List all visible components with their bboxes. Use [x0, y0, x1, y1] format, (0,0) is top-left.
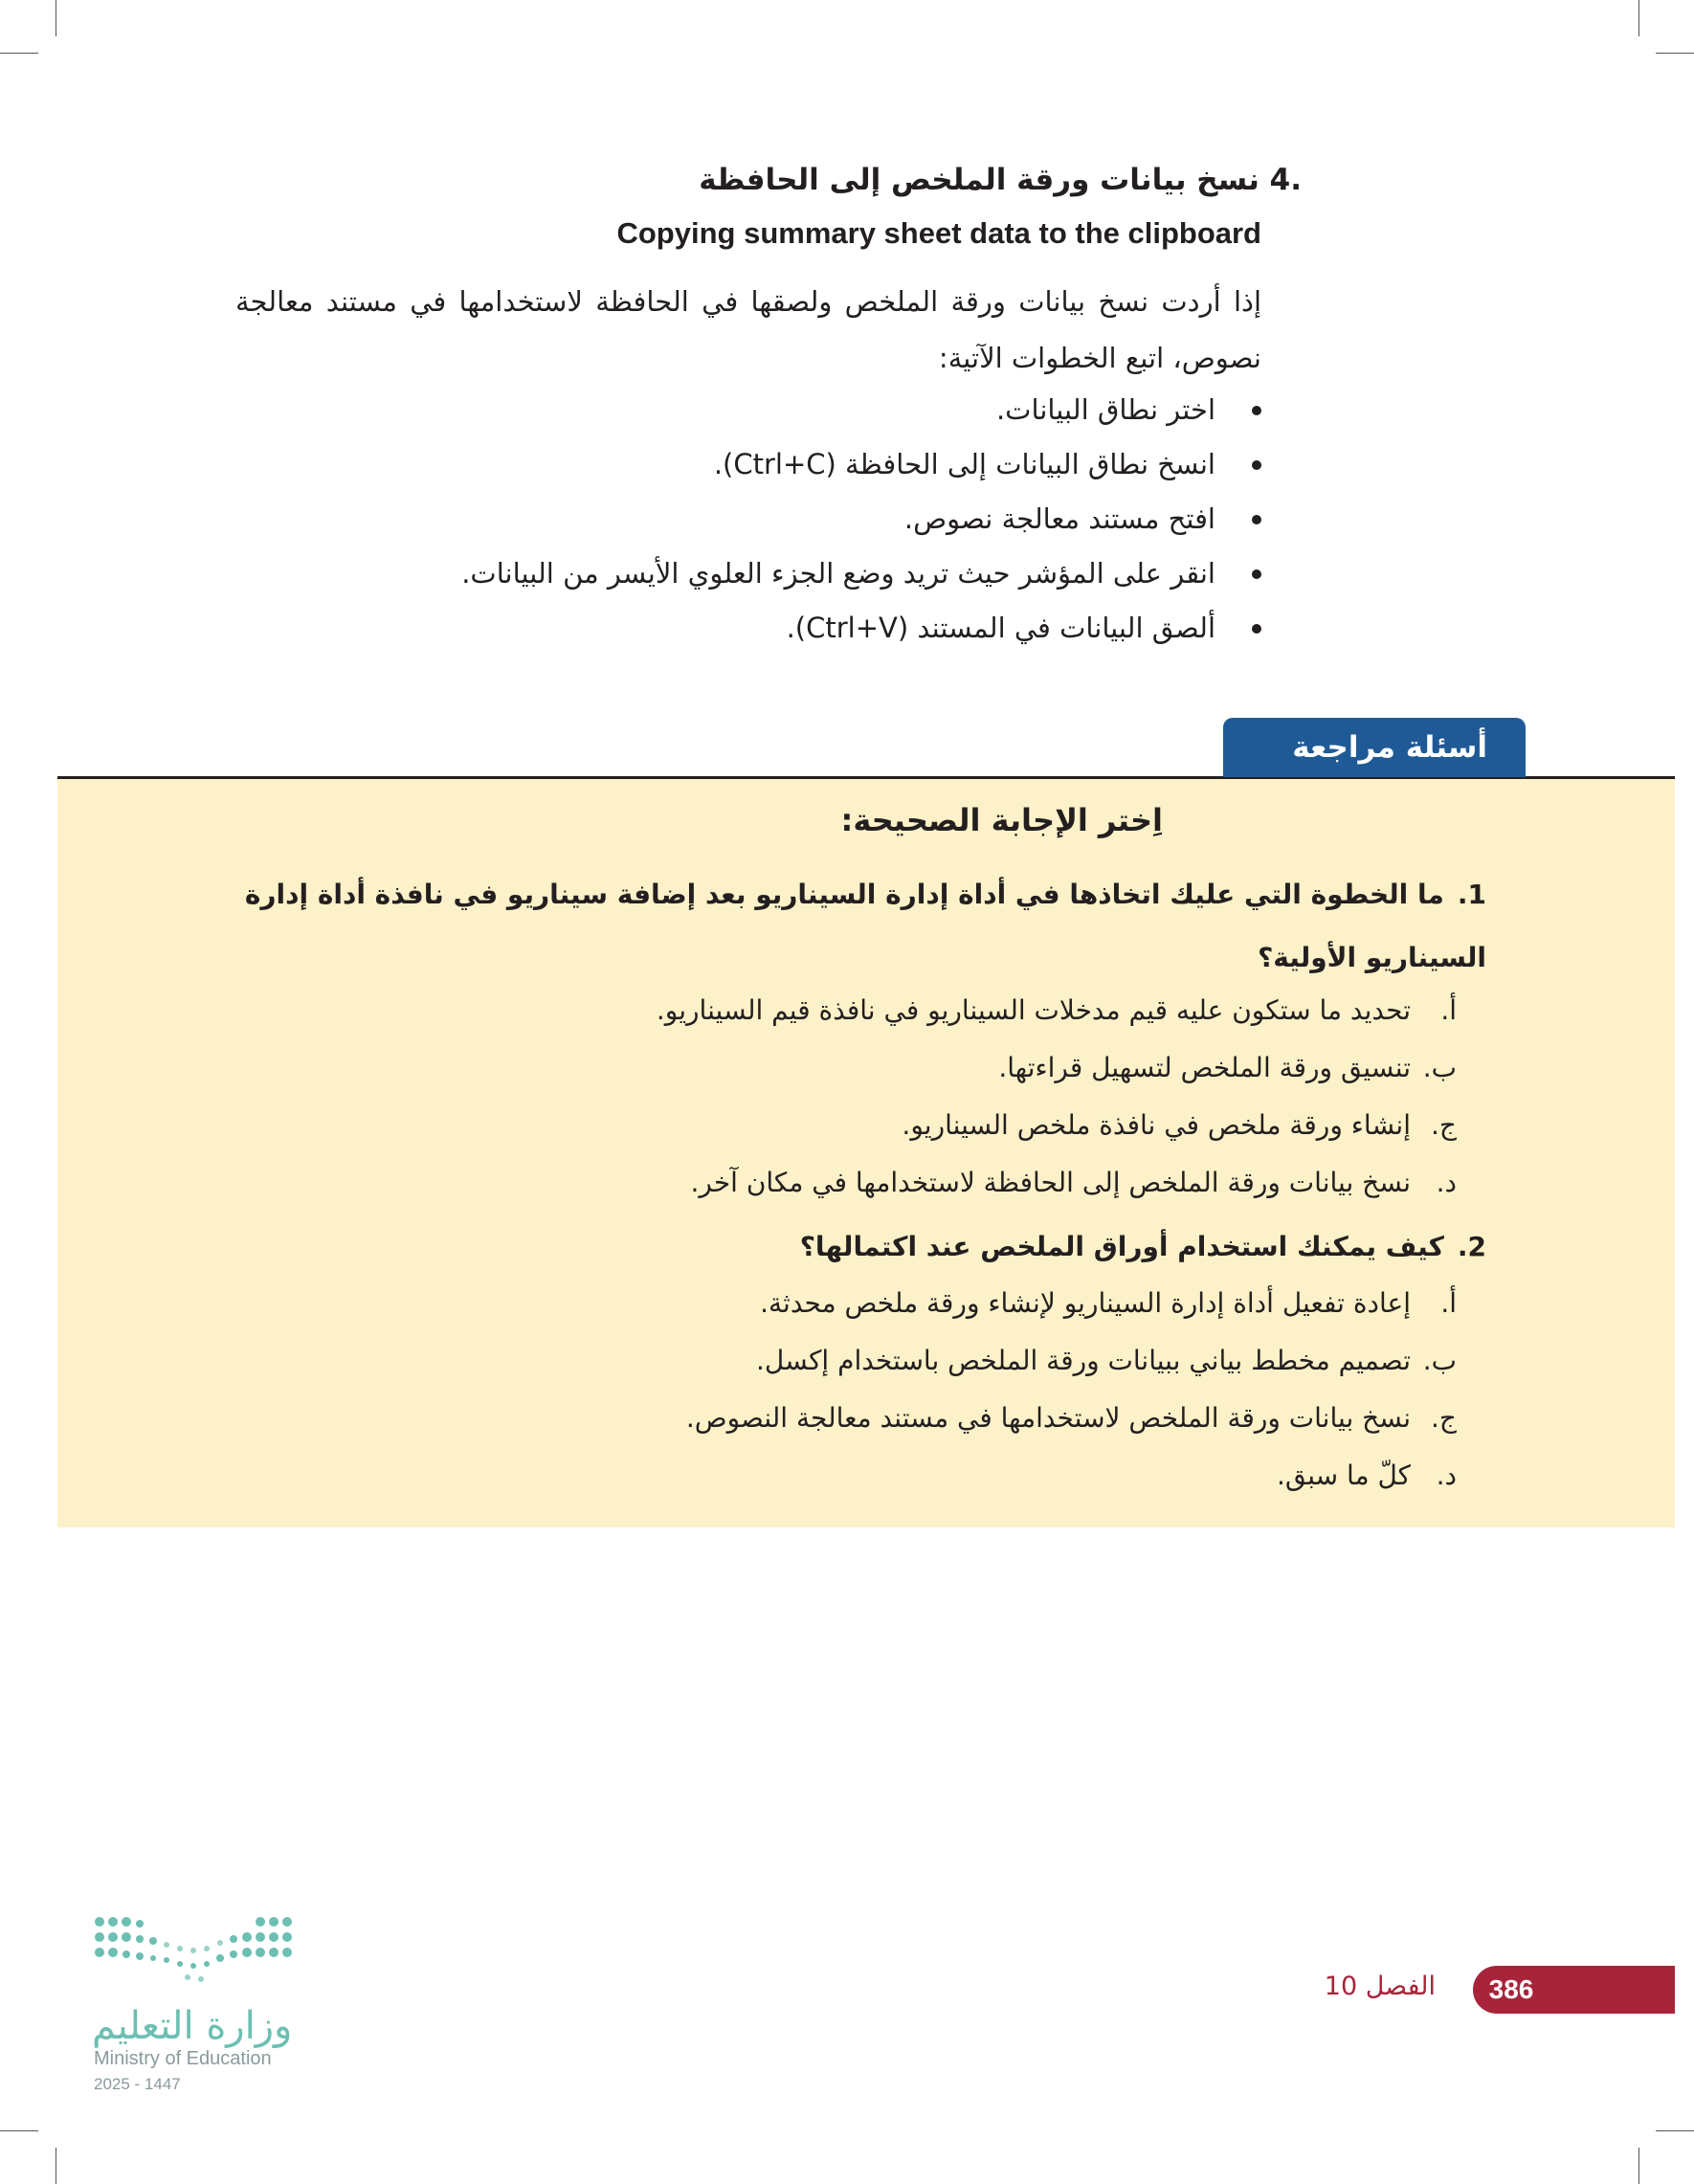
question-1 [222, 863, 1486, 990]
option[interactable]: أ.تحديد ما ستكون عليه قيم مدخلات السيناريو في نافذة قيم السيناريو. [656, 994, 1457, 1026]
section-title-text: نسخ بيانات ورقة الملخص إلى الحافظة [699, 163, 1259, 197]
section-title [699, 163, 1302, 197]
bullet-icon [1252, 515, 1261, 524]
question-number: 1. [1457, 879, 1486, 910]
logo-arabic-text: وزارة التعليم [92, 2004, 293, 2048]
crop-mark [1656, 53, 1694, 54]
question-number: 2. [1457, 1231, 1486, 1262]
bullet-icon [1252, 460, 1261, 470]
option[interactable]: ب.تنسيق ورقة الملخص لتسهيل قراءتها. [998, 1052, 1457, 1083]
question-text: ما الخطوة التي عليك اتخاذها في أداة إدارة السيناريو بعد إضافة سيناريو في نافذة أداة إدارة السيناريو الأولية؟ [244, 879, 1486, 973]
list-item: اختر نطاق البيانات. [461, 383, 1261, 437]
question-text: كيف يمكنك استخدام أوراق الملخص عند اكتمالها؟ [799, 1231, 1444, 1262]
section-intro-paragraph: إذا أردت نسخ بيانات ورقة الملخص ولصقها في الحافظة لاستخدامها في مستند معالجة نصوص، اتبع الخطوات الآتية: [235, 285, 1261, 374]
review-instruction: اِختر الإجابة الصحيحة: [840, 802, 1163, 838]
section-subtitle-english: Copying summary sheet data to the clipboard [616, 216, 1261, 250]
list-item: انقر على المؤشر حيث تريد وضع الجزء العلوي الأيسر من البيانات. [461, 546, 1261, 601]
list-item: ألصق البيانات في المستند (Ctrl+V). [461, 601, 1261, 656]
crop-mark [1656, 2130, 1694, 2131]
steps-list [461, 383, 1261, 656]
section-number: 4. [1269, 163, 1302, 197]
option[interactable]: أ.إعادة تفعيل أداة إدارة السيناريو لإنشاء ورقة ملخص محدثة. [760, 1287, 1457, 1319]
option[interactable]: د.كلّ ما سبق. [1276, 1460, 1457, 1491]
ministry-logo-icon [92, 1914, 302, 1998]
option[interactable]: ج.إنشاء ورقة ملخص في نافذة ملخص السيناريو. [902, 1109, 1457, 1141]
list-item: افتح مستند معالجة نصوص. [461, 492, 1261, 546]
option[interactable]: ب.تصميم مخطط بياني ببيانات ورقة الملخص باستخدام إكسل. [756, 1345, 1457, 1376]
chapter-label: الفصل 10 [1324, 1972, 1436, 2001]
logo-english-text: Ministry of Education [94, 2048, 272, 2069]
page-number: 386 [1488, 1974, 1534, 2004]
crop-mark [1638, 0, 1639, 36]
option[interactable]: د.نسخ بيانات ورقة الملخص إلى الحافظة لاستخدامها في مكان آخر. [690, 1167, 1457, 1198]
question-2 [222, 1215, 1486, 1279]
logo-year-text: 2025 - 1447 [94, 2075, 181, 2093]
bullet-icon [1252, 624, 1261, 634]
crop-mark [1638, 2148, 1639, 2184]
bullet-icon [1252, 569, 1261, 579]
bullet-icon [1252, 406, 1261, 415]
crop-mark [0, 53, 38, 54]
crop-mark [0, 2130, 38, 2131]
review-header: أسئلة مراجعة [1223, 718, 1526, 777]
option[interactable]: ج.نسخ بيانات ورقة الملخص لاستخدامها في مستند معالجة النصوص. [685, 1402, 1457, 1434]
list-item: انسخ نطاق البيانات إلى الحافظة (Ctrl+C). [461, 437, 1261, 492]
